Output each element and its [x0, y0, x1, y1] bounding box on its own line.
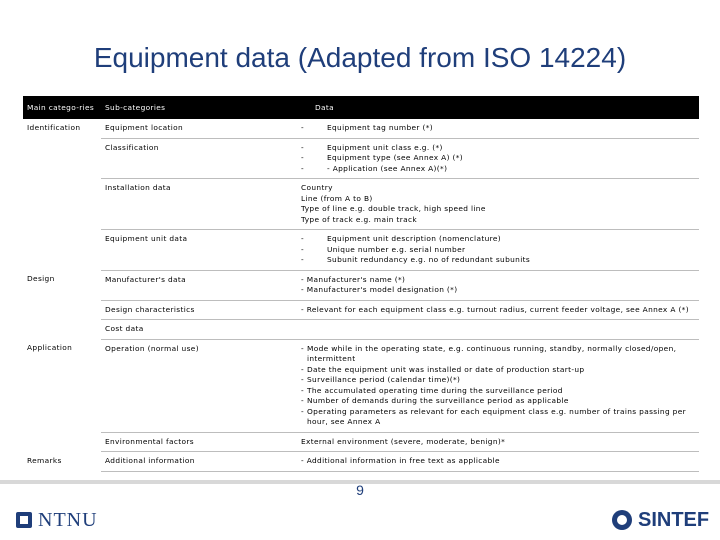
data-list-item	[301, 386, 696, 397]
bullet-text: Equipment tag number (*)	[327, 123, 433, 132]
data-bullet-item	[301, 255, 696, 266]
main-category-cell: Remarks	[27, 455, 62, 465]
data-line: External environment (severe, moderate, benign)*	[301, 436, 506, 446]
data-line: - Manufacturer's name (*)	[301, 274, 406, 284]
table-row	[23, 119, 699, 138]
list-dash: -	[301, 385, 305, 395]
sintef-logo-text: SINTEF	[638, 508, 710, 531]
equipment-data-table	[23, 96, 699, 472]
sub-category-cell: Cost data	[101, 320, 297, 340]
data-line: - Manufacturer's model designation (*)	[301, 285, 458, 294]
bullet-dash: -	[301, 142, 305, 152]
data-cell	[297, 300, 699, 320]
bullet-text: Equipment type (see Annex A) (*)	[327, 153, 464, 162]
list-dash: -	[301, 364, 305, 374]
data-cell	[297, 452, 699, 472]
bullet-text: - Application (see Annex A)(*)	[327, 163, 448, 173]
table-row	[23, 300, 699, 320]
sub-category-cell: Manufacturer's data	[101, 270, 297, 300]
data-list-item	[301, 365, 696, 376]
header-main-categories: Main catego-ries	[27, 103, 95, 112]
header-data: Data	[315, 103, 335, 112]
list-text: Operating parameters as relevant for each equipment class e.g. number of trains passing per hour, see Annex A	[307, 406, 687, 426]
data-bullet-item	[301, 143, 696, 154]
data-line: Type of line e.g. double track, high speed line	[301, 204, 486, 213]
bullet-dash: -	[301, 255, 305, 264]
list-text: Mode while in the operating state, e.g. continuous running, standby, normally closed/open, intermittent	[307, 343, 677, 363]
data-line: Country	[301, 183, 333, 192]
list-text: Number of demands during the surveillance period as applicable	[307, 396, 569, 405]
sintef-logo	[612, 507, 709, 533]
header-sub-categories: Sub-categories	[105, 103, 166, 112]
data-list-item	[301, 407, 696, 428]
bullet-dash: -	[301, 153, 305, 162]
bullet-dash: -	[301, 163, 305, 173]
sub-category-cell: Classification	[101, 138, 297, 179]
main-category-cell: Design	[27, 274, 55, 283]
table-row	[23, 320, 699, 340]
data-cell	[297, 230, 699, 271]
sub-category-cell: Additional information	[101, 452, 297, 472]
data-cell	[297, 179, 699, 230]
table-row	[23, 138, 699, 179]
data-line: - Additional information in free text as applicable	[301, 456, 500, 465]
data-list-item	[301, 375, 696, 386]
data-cell	[297, 138, 699, 179]
sub-category-cell: Equipment unit data	[101, 230, 297, 271]
bullet-dash: -	[301, 234, 305, 243]
list-text: Surveillance period (calendar time)(*)	[307, 375, 461, 384]
table-row	[23, 432, 699, 452]
data-bullet-item	[301, 153, 696, 164]
list-dash: -	[301, 396, 305, 405]
main-category-cell	[23, 300, 101, 320]
sintef-mark-icon	[612, 510, 632, 530]
data-cell	[297, 320, 699, 340]
table-header-row	[23, 96, 699, 119]
data-cell	[297, 339, 699, 432]
data-line: Type of track e.g. main track	[301, 214, 418, 224]
sub-category-cell: Environmental factors	[101, 432, 297, 452]
page-number: 9	[356, 482, 364, 498]
main-category-cell	[23, 138, 101, 179]
sub-category-cell: Design characteristics	[101, 300, 297, 320]
data-line: - Relevant for each equipment class e.g. turnout radius, current feeder voltage, see Annex A (*)	[301, 304, 689, 314]
bullet-text: Unique number e.g. serial number	[327, 244, 466, 254]
list-dash: -	[301, 375, 305, 384]
main-category-cell	[23, 320, 101, 340]
sub-category-cell: Operation (normal use)	[101, 339, 297, 432]
table-row	[23, 339, 699, 432]
list-text: The accumulated operating time during the surveillance period	[307, 385, 563, 395]
list-text: Date the equipment unit was installed or date of production start-up	[307, 364, 585, 374]
ntnu-logo-text: NTNU	[38, 508, 98, 531]
table-row	[23, 452, 699, 472]
sub-category-cell: Equipment location	[101, 119, 297, 138]
main-category-cell: Identification	[27, 123, 81, 132]
bullet-text: Equipment unit description (nomenclature)	[327, 234, 501, 243]
data-cell	[297, 432, 699, 452]
main-category-cell	[23, 179, 101, 230]
main-category-cell	[23, 432, 101, 452]
sub-category-cell: Installation data	[101, 179, 297, 230]
bullet-dash: -	[301, 123, 305, 132]
data-cell	[297, 270, 699, 300]
data-cell	[297, 119, 699, 138]
data-line: Line (from A to B)	[301, 193, 373, 203]
bullet-text: Equipment unit class e.g. (*)	[327, 142, 443, 152]
data-bullet-item	[301, 234, 696, 245]
table-row	[23, 270, 699, 300]
table-row	[23, 230, 699, 271]
data-bullet-item	[301, 123, 696, 134]
list-dash: -	[301, 406, 305, 416]
main-category-cell	[23, 230, 101, 271]
slide-title: Equipment data (Adapted from ISO 14224)	[93, 42, 627, 73]
ntnu-mark-icon	[16, 512, 32, 528]
data-bullet-item	[301, 164, 696, 175]
equipment-data-table-wrap	[23, 96, 699, 476]
main-category-cell: Application	[27, 343, 73, 352]
table-row	[23, 179, 699, 230]
data-list-item	[301, 344, 696, 365]
bullet-dash: -	[301, 244, 305, 254]
data-bullet-item	[301, 245, 696, 256]
list-dash: -	[301, 343, 305, 353]
ntnu-logo	[16, 507, 98, 533]
data-list-item	[301, 396, 696, 407]
bullet-text: Subunit redundancy e.g. no of redundant subunits	[327, 255, 531, 264]
